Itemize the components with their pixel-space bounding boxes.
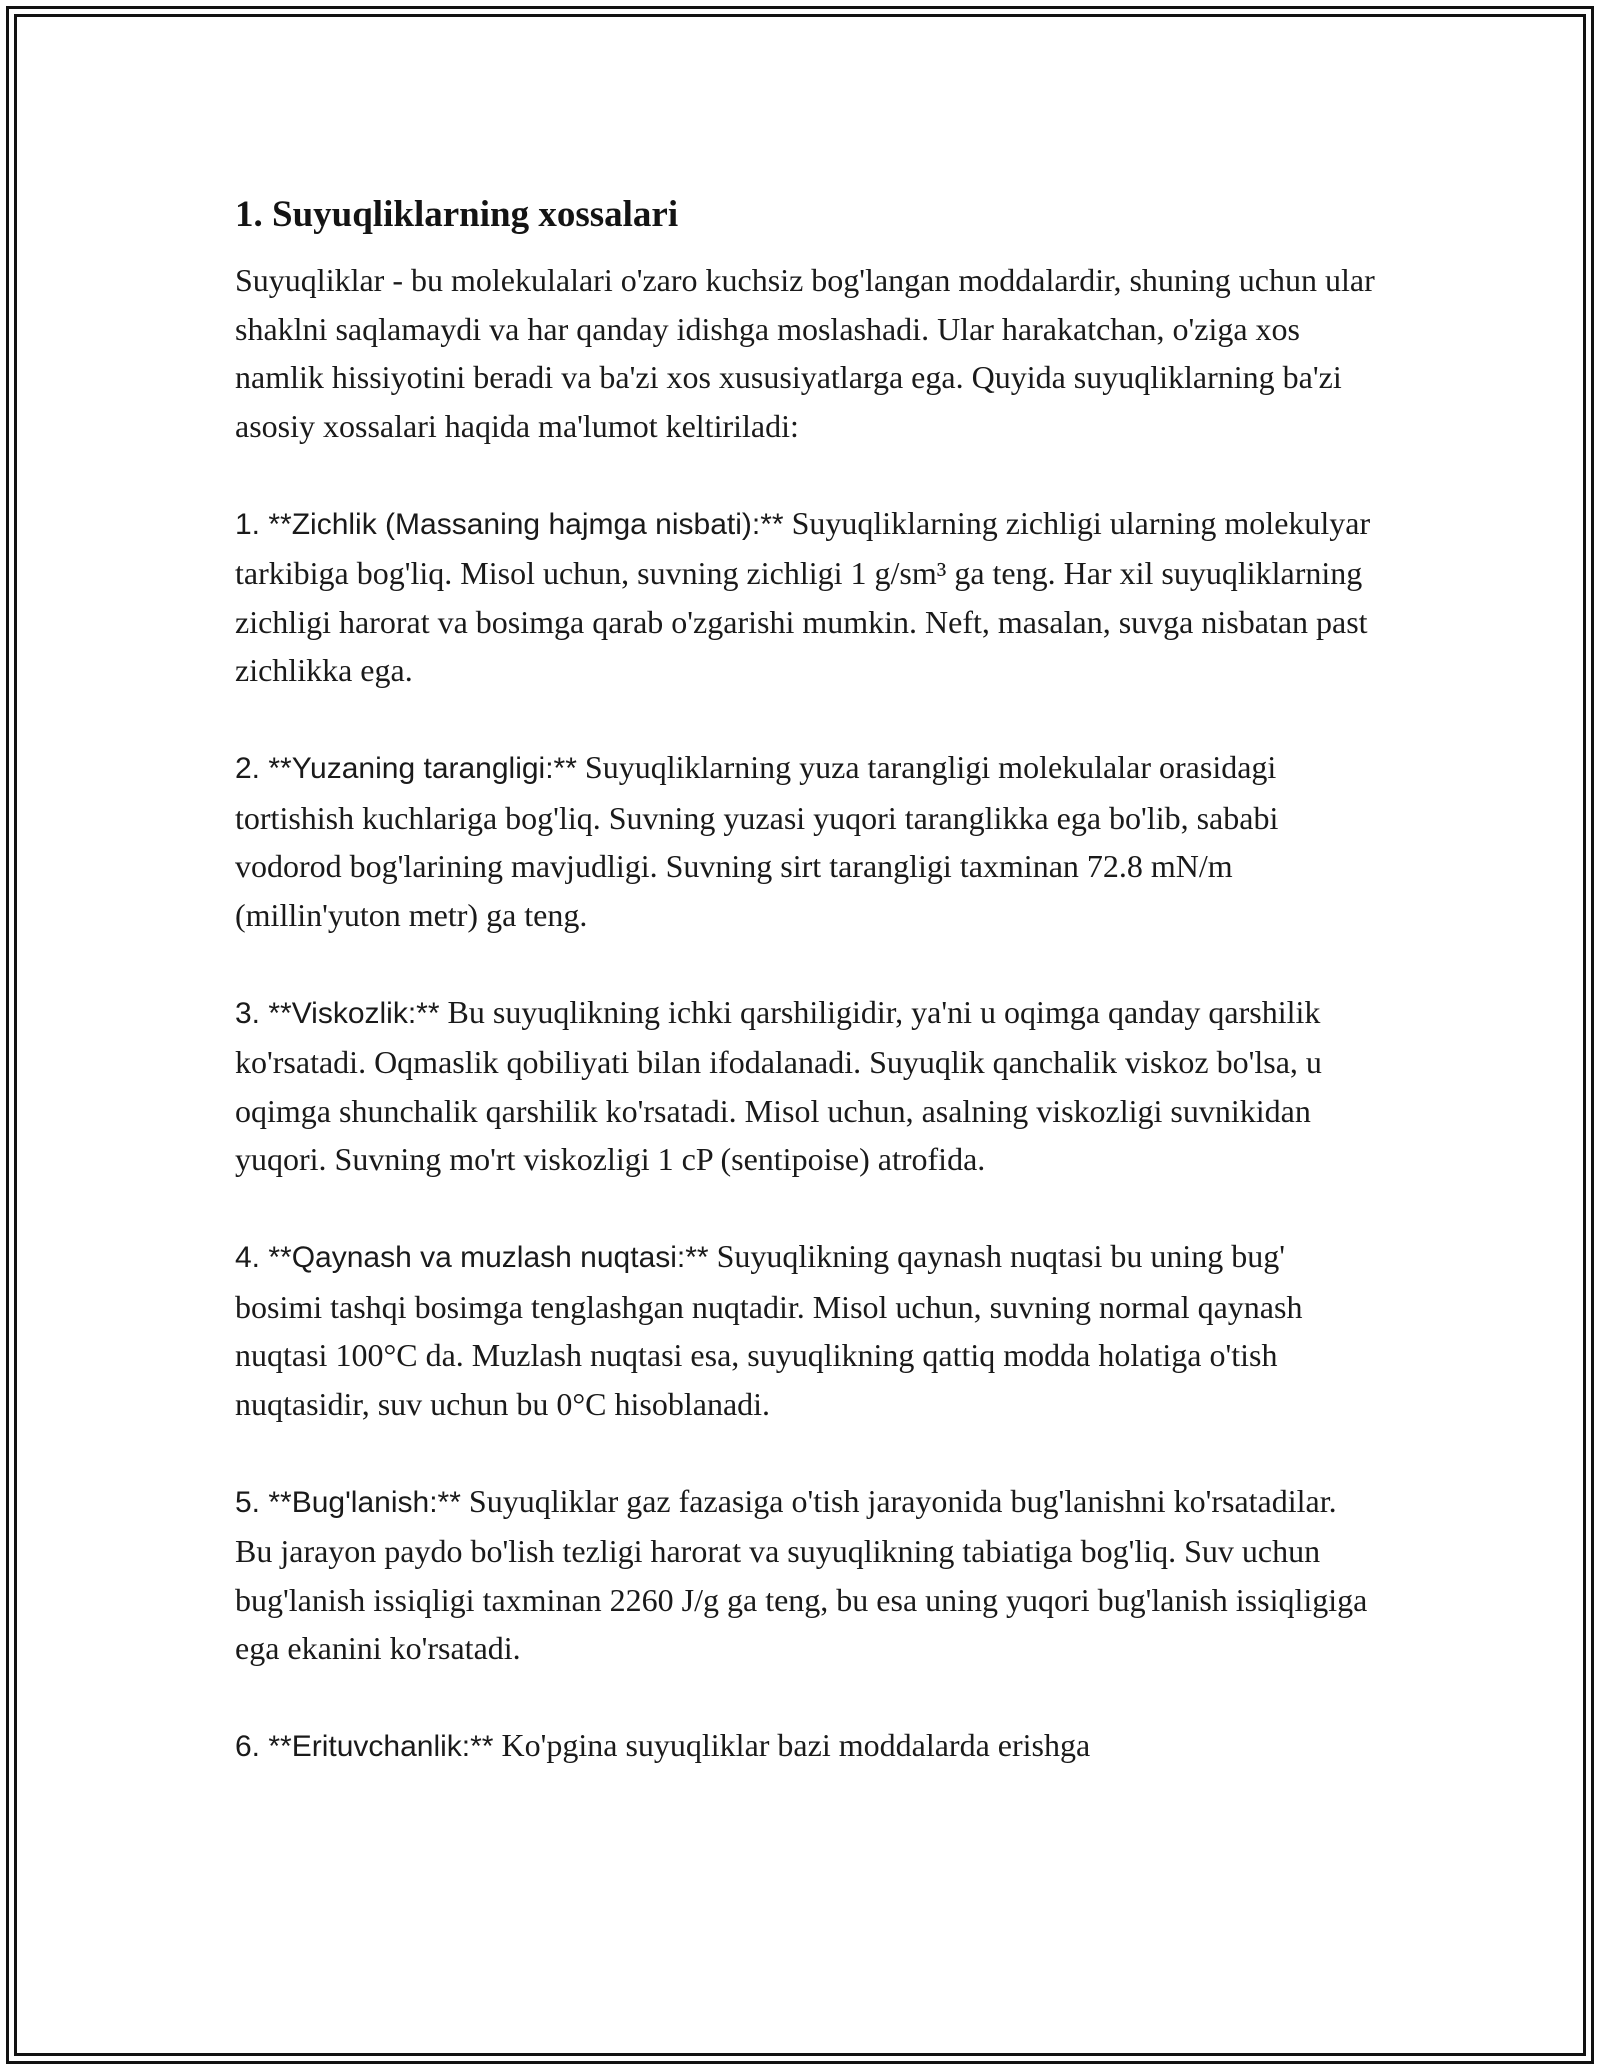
document-title: 1. Suyuqliklarning xossalari: [235, 194, 679, 235]
property-item-heading: 4. **Qaynash va muzlash nuqtasi:**: [235, 1241, 709, 1274]
property-item-viscosity: [235, 988, 1375, 1184]
property-item-text: Suyuqliklarning zichligi ularning molekulyar tarkibiga bog'liq. Misol uchun, suvning zichligi 1 g/sm³ ga teng. Har xil suyuqliklarning zichligi harorat va bosimga qarab o'zgarishi mumkin. Neft, masalan, suvga nisbatan past zichlikka ega.: [235, 504, 1371, 688]
property-item-heading: 1. **Zichlik (Massaning hajmga nisbati):**: [235, 507, 784, 541]
property-item-solubility: [235, 1721, 1375, 1772]
property-item-density: [235, 499, 1375, 695]
property-item-heading: 2. **Yuzaning tarangligi:**: [235, 752, 577, 785]
property-item-surface-tension: [235, 743, 1375, 939]
property-item-boiling-freezing: [235, 1232, 1375, 1428]
property-item-text: Ko'pgina suyuqliklar bazi moddalarda erishga: [493, 1727, 1091, 1763]
property-item-heading: 5. **Bug'lanish:**: [235, 1485, 461, 1519]
property-item-heading: 6. **Erituvchanlik:**: [235, 1730, 494, 1763]
property-item-evaporation: [235, 1477, 1375, 1673]
property-item-heading: 3. **Viskozlik:**: [235, 996, 440, 1030]
property-item-text: Suyuqliklarning yuza tarangligi molekulalar orasidagi tortishish kuchlariga bog'liq. Suvning yuzasi yuqori taranglikka ega bo'lib, sababi vodorod bog'larining mavjudligi. Suvning sirt tarangligi taxminan 72.8 mN/m (millin'yuton metr) ga teng.: [235, 749, 1279, 933]
property-item-text: Suyuqlikning qaynash nuqtasi bu uning bug' bosimi tashqi bosimga tenglashgan nuqtadir. Misol uchun, suvning normal qaynash nuqtasi 100°C da. Muzlash nuqtasi esa, suyuqlikning qattiq modda holatiga o'tish nuqtasidir, suv uchun bu 0°C hisoblanadi.: [235, 1238, 1303, 1422]
document-body: [235, 190, 1375, 1772]
property-item-text: Suyuqliklar gaz fazasiga o'tish jarayonida bug'lanishni ko'rsatadilar. Bu jarayon paydo bo'lish tezligi harorat va suyuqlikning tabiatiga bog'liq. Suv uchun bug'lanish issiqligi taxminan 2260 J/g ga teng, bu esa uning yuqori bug'lanish issiqligiga ega ekanini ko'rsatadi.: [235, 1482, 1368, 1666]
property-item-text: Bu suyuqlikning ichki qarshiligidir, ya'ni u oqimga qanday qarshilik ko'rsatadi. Oqmaslik qobiliyati bilan ifodalanadi. Suyuqlik qanchalik viskoz bo'lsa, u oqimga shunchalik qarshilik ko'rsatadi. Misol uchun, asalning viskozligi suvnikidan yuqori. Suvning mo'rt viskozligi 1 cP (sentipoise) atrofida.: [235, 993, 1322, 1177]
intro-paragraph: Suyuqliklar - bu molekulalari o'zaro kuchsiz bog'langan moddalardir, shuning uchun ular shaklni saqlamaydi va har qanday idishga moslashadi. Ular harakatchan, o'ziga xos namlik hissiyotini beradi va ba'zi xos xususiyatlarga ega. Quyida suyuqliklarning ba'zi asosiy xossalari haqida ma'lumot keltiriladi:: [235, 262, 1375, 444]
